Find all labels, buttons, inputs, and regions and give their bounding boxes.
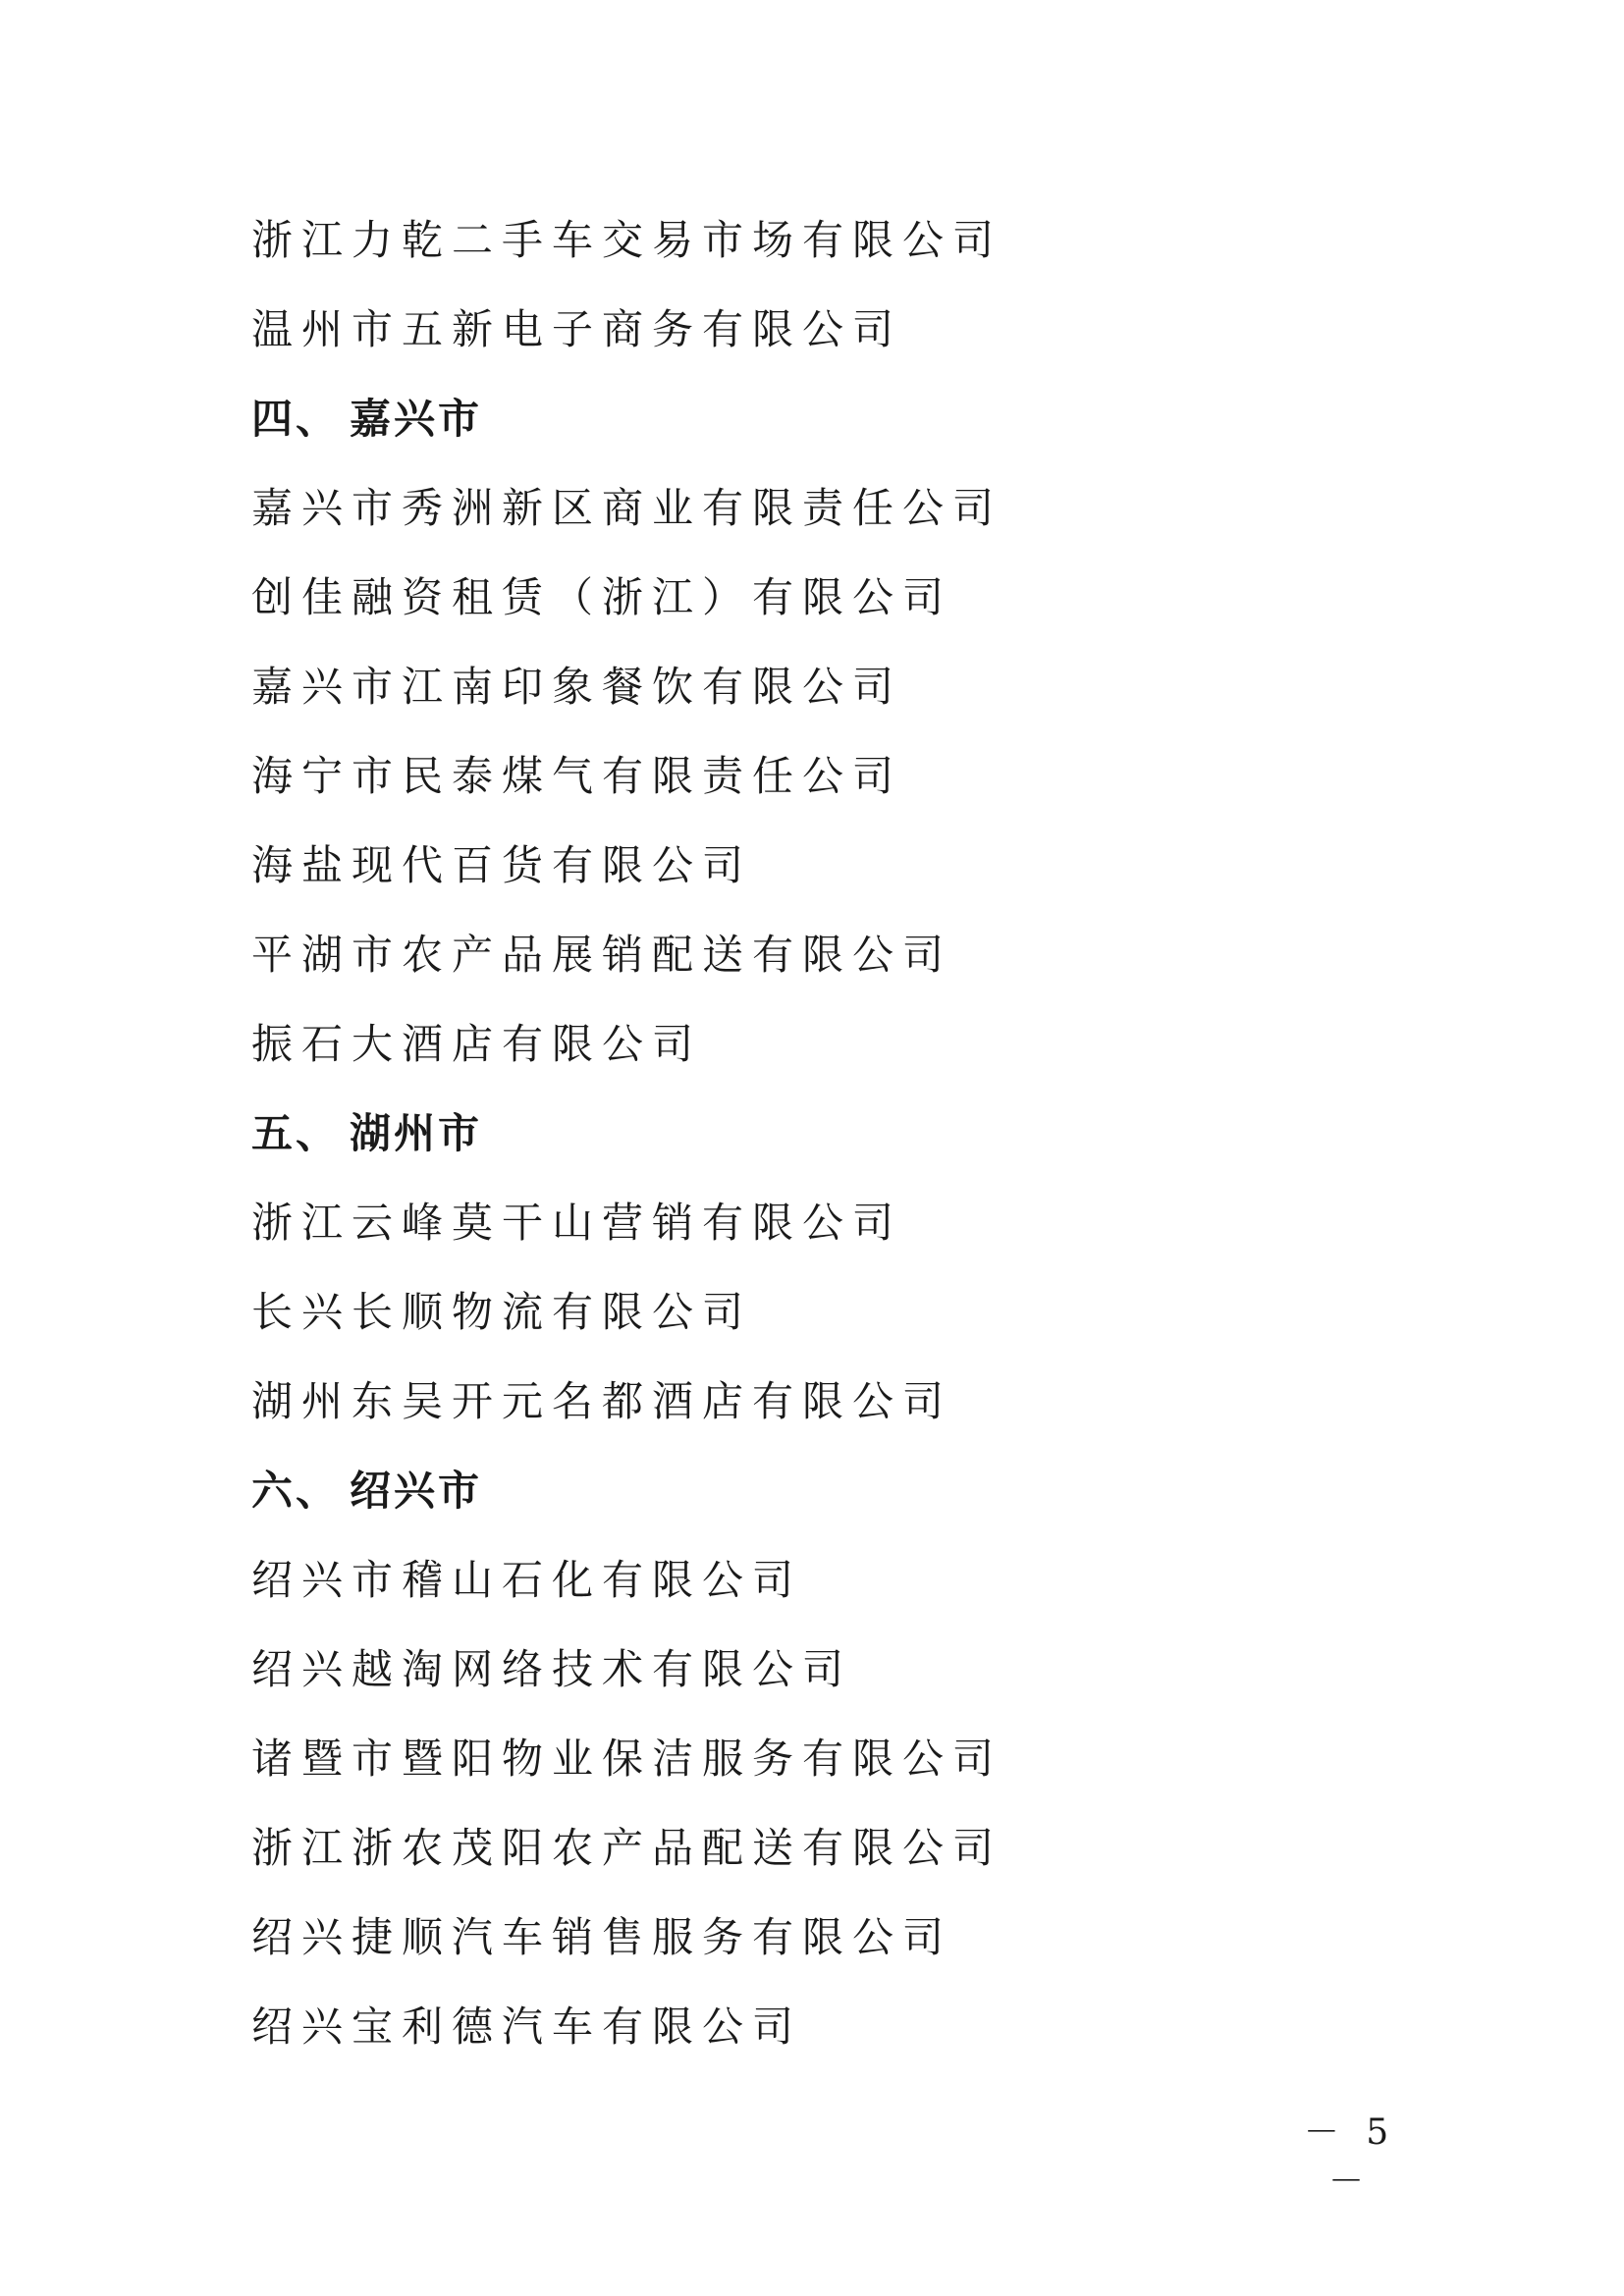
company-line: 绍兴捷顺汽车销售服务有限公司 [251,1913,953,1961]
section-city: 嘉兴市 [350,395,483,443]
section-city: 湖州市 [350,1109,483,1157]
section-heading [251,390,482,449]
section-heading [251,1462,482,1521]
page-number: － 5 － [1303,2112,1397,2202]
company-line: 嘉兴市江南印象餐饮有限公司 [251,663,903,711]
company-line: 振石大酒店有限公司 [251,1020,703,1068]
section-city: 绍兴市 [350,1467,483,1515]
company-line: 诸暨市暨阳物业保洁服务有限公司 [251,1735,1003,1783]
section-number: 六、 [251,1467,341,1515]
section-number: 五、 [251,1109,341,1157]
company-line: 湖州东吴开元名都酒店有限公司 [251,1377,953,1425]
company-line: 温州市五新电子商务有限公司 [251,305,903,353]
company-line: 嘉兴市秀洲新区商业有限责任公司 [251,484,1003,532]
company-line: 浙江云峰莫干山营销有限公司 [251,1199,903,1247]
company-line: 绍兴宝利德汽车有限公司 [251,2002,803,2051]
company-line: 绍兴市稽山石化有限公司 [251,1556,803,1604]
company-line: 海盐现代百货有限公司 [251,841,753,889]
section-heading [251,1104,482,1163]
company-line: 长兴长顺物流有限公司 [251,1288,753,1336]
company-line: 海宁市民泰煤气有限责任公司 [251,752,903,800]
company-line: 平湖市农产品展销配送有限公司 [251,931,953,979]
company-line: 创佳融资租赁（浙江）有限公司 [251,573,953,621]
company-line: 浙江浙农茂阳农产品配送有限公司 [251,1824,1003,1872]
section-number: 四、 [251,395,341,443]
company-line: 浙江力乾二手车交易市场有限公司 [251,216,1003,264]
company-line: 绍兴越淘网络技术有限公司 [251,1645,853,1693]
